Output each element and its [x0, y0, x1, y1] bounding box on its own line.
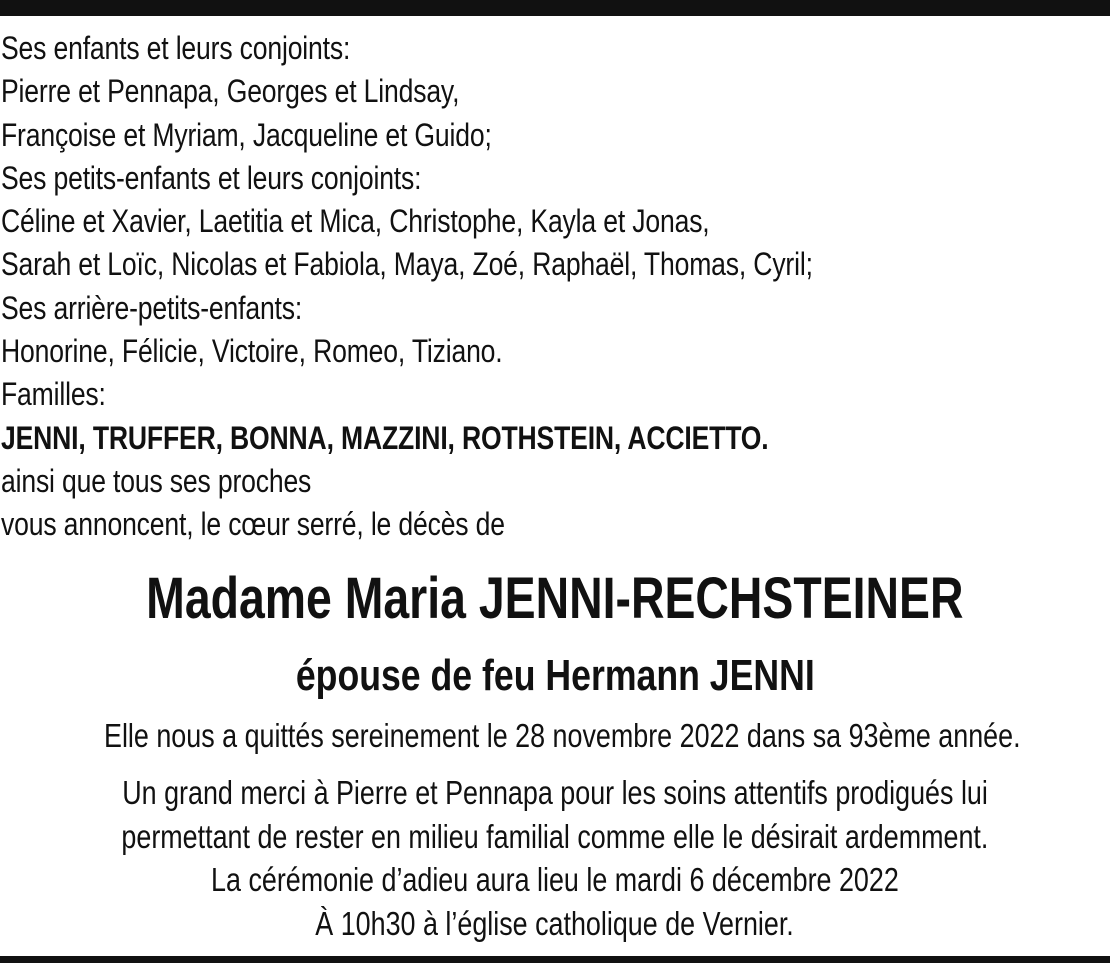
closing-line — [0, 771, 1110, 815]
closing-line-text: Un grand merci à Pierre et Pennapa pour les soins attentifs prodigués lui — [122, 774, 988, 811]
deceased-name-text: Madame Maria JENNI-RECHSTEINER — [146, 566, 964, 631]
family-list — [1, 27, 1101, 547]
family-line: Pierre et Pennapa, Georges et Lindsay, — [1, 73, 460, 110]
family-line: ainsi que tous ses proches — [1, 462, 312, 499]
spouse-line — [0, 646, 1110, 706]
ceremony-location-text: À 10h30 à l’église catholique de Vernier. — [315, 904, 795, 942]
family-line: Ses petits-enfants et leurs conjoints: — [1, 159, 422, 196]
family-line: Honorine, Félicie, Victoire, Romeo, Tiziano. — [1, 333, 503, 370]
family-line: Ses enfants et leurs conjoints: — [1, 30, 351, 66]
family-line: Sarah et Loïc, Nicolas et Fabiola, Maya, Zoé, Raphaël, Thomas, Cyril; — [1, 246, 813, 283]
deceased-name — [0, 563, 1110, 635]
closing-text — [0, 771, 1110, 945]
closing-line — [0, 815, 1110, 859]
family-line: vous annoncent, le cœur serré, le décès de — [1, 506, 505, 543]
family-line: Familles: — [1, 376, 106, 413]
spouse-line-text: épouse de feu Hermann JENNI — [295, 651, 815, 700]
family-line: Céline et Xavier, Laetitia et Mica, Christophe, Kayla et Jonas, — [1, 203, 710, 240]
family-line: Françoise et Myriam, Jacqueline et Guido; — [1, 116, 492, 153]
ceremony-line-text: La cérémonie d’adieu aura lieu le mardi 6 décembre 2022 — [211, 861, 899, 898]
passed-line-text: Elle nous a quittés sereinement le 28 novembre 2022 dans sa 93ème année. — [104, 717, 1021, 754]
family-names-line: JENNI, TRUFFER, BONNA, MAZZINI, ROTHSTEIN, ACCIETTO. — [1, 419, 769, 456]
ceremony-location-line — [0, 902, 1110, 946]
closing-line-text: permettant de rester en milieu familial comme elle le désirait ardemment. — [121, 817, 989, 855]
bottom-rule — [0, 956, 1110, 963]
passed-line — [0, 712, 1110, 760]
ceremony-line — [0, 858, 1110, 902]
top-rule — [0, 0, 1110, 16]
family-line: Ses arrière-petits-enfants: — [1, 289, 303, 326]
